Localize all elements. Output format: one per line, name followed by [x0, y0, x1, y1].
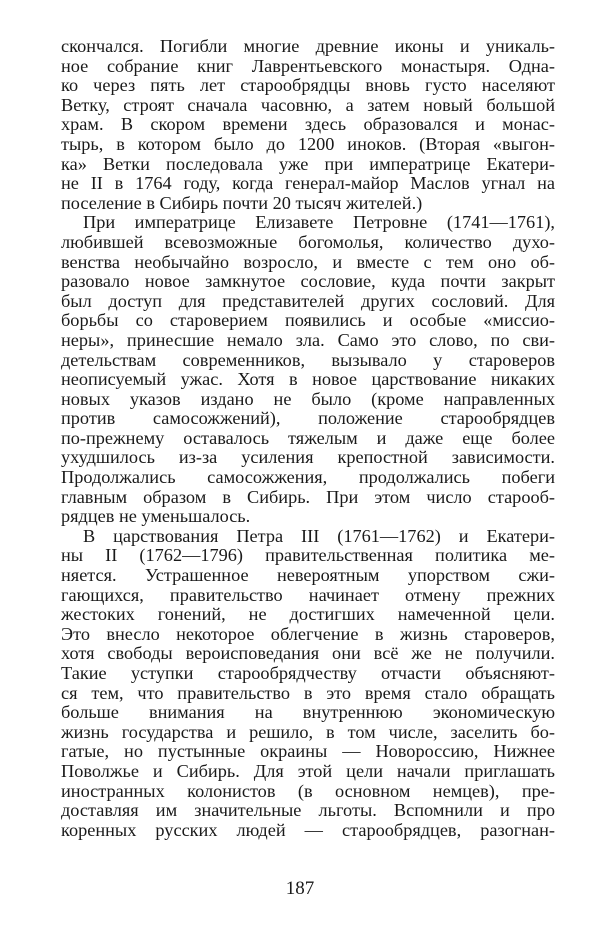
text-line: При императрице Елизавете Петровне (1741—1761), [83, 212, 555, 233]
text-line: жизнь государства и решило, в том числе, заселить бо- [61, 721, 555, 742]
text-line: гающихся, правительство начинает отмену прежних [61, 584, 555, 605]
text-line: против самосожжений), положение старообрядцев [61, 408, 555, 429]
text-line: новых указов издано не было (кроме направленных [61, 388, 555, 409]
text-line: доставляя им значительные льготы. Вспомнили и про [61, 800, 555, 821]
page-number: 187 [285, 878, 315, 899]
text-line: В царствования Петра III (1761—1762) и Екатери- [83, 525, 555, 546]
text-line: больше внимания на внутреннюю экономическую [61, 702, 555, 723]
text-line: гатые, но пустынные окраины — Новороссию, Нижнее [61, 741, 555, 762]
text-line: ное собрание книг Лаврентьевского монастыря. Одна- [61, 55, 555, 76]
text-line: жестоких гонений, не достигших намеченной цели. [61, 604, 555, 625]
text-line: венства необычайно возросло, и вместе с тем оно об- [61, 251, 555, 272]
text-line: по-прежнему оставалось тяжелым и даже еще более [61, 427, 555, 448]
text-line: Ветку, строят сначала часовню, а затем новый большой [61, 94, 555, 115]
text-line: иностранных колонистов (в основном немцев), пре- [61, 780, 555, 801]
text-line: детельствам современников, вызывало у староверов [61, 349, 555, 370]
text-line: храм. В скором времени здесь образовался и монас- [61, 114, 555, 135]
text-line: рядцев не уменьшалось. [61, 506, 251, 527]
paragraph [61, 527, 555, 841]
text-line: разовало новое замкнутое сословие, куда почти закрыт [61, 271, 555, 292]
text-line: был доступ для представителей других сословий. Для [61, 290, 555, 311]
text-line: любившей всевозможные богомолья, количество духо- [61, 231, 555, 252]
text-line: не II в 1764 году, когда генерал-майор Маслов угнал на [61, 173, 555, 194]
text-line: ухудшилось из-за усиления крепостной зависимости. [61, 447, 555, 468]
text-line: коренных русских людей — старообрядцев, разогнан- [61, 819, 555, 840]
text-line: ка» Ветки последовала уже при императрице Екатери- [61, 153, 555, 174]
text-line: борьбы со староверием появились и особые «миссио- [61, 310, 555, 331]
text-line: няется. Устрашенное невероятным упорством сжи- [61, 565, 555, 586]
text-line: ко через пять лет старообрядцы вновь густо населяют [61, 75, 555, 96]
text-line: скончался. Погибли многие древние иконы и уникаль- [61, 36, 555, 56]
text-line: Такие уступки старообрядчеству отчасти объясняют- [61, 663, 555, 683]
page-body [61, 37, 555, 840]
text-line: тырь, в котором было до 1200 иноков. (Вторая «выгон- [61, 133, 555, 154]
text-line: главным образом в Сибирь. При этом число старооб- [61, 486, 555, 507]
text-line: неописуемый ужас. Хотя в новое царствование никаких [61, 369, 555, 390]
text-line: Продолжались самосожжения, продолжались побеги [61, 467, 555, 488]
paragraph [61, 37, 555, 213]
text-line: ся тем, что правительство в это время стало обращать [61, 682, 555, 703]
text-line: Поволжье и Сибирь. Для этой цели начали приглашать [61, 760, 555, 781]
paragraph [61, 213, 555, 527]
text-line: неры», принесшие немало зла. Само это слово, по сви- [61, 329, 555, 350]
text-line: ны II (1762—1796) правительственная политика ме- [61, 545, 555, 566]
text-line: поселение в Сибирь почти 20 тысяч жителей.) [61, 192, 423, 213]
text-line: Это внесло некоторое облегчение в жизнь староверов, [61, 623, 555, 644]
text-line: хотя свободы вероисповедания они всё же не получили. [61, 643, 555, 664]
